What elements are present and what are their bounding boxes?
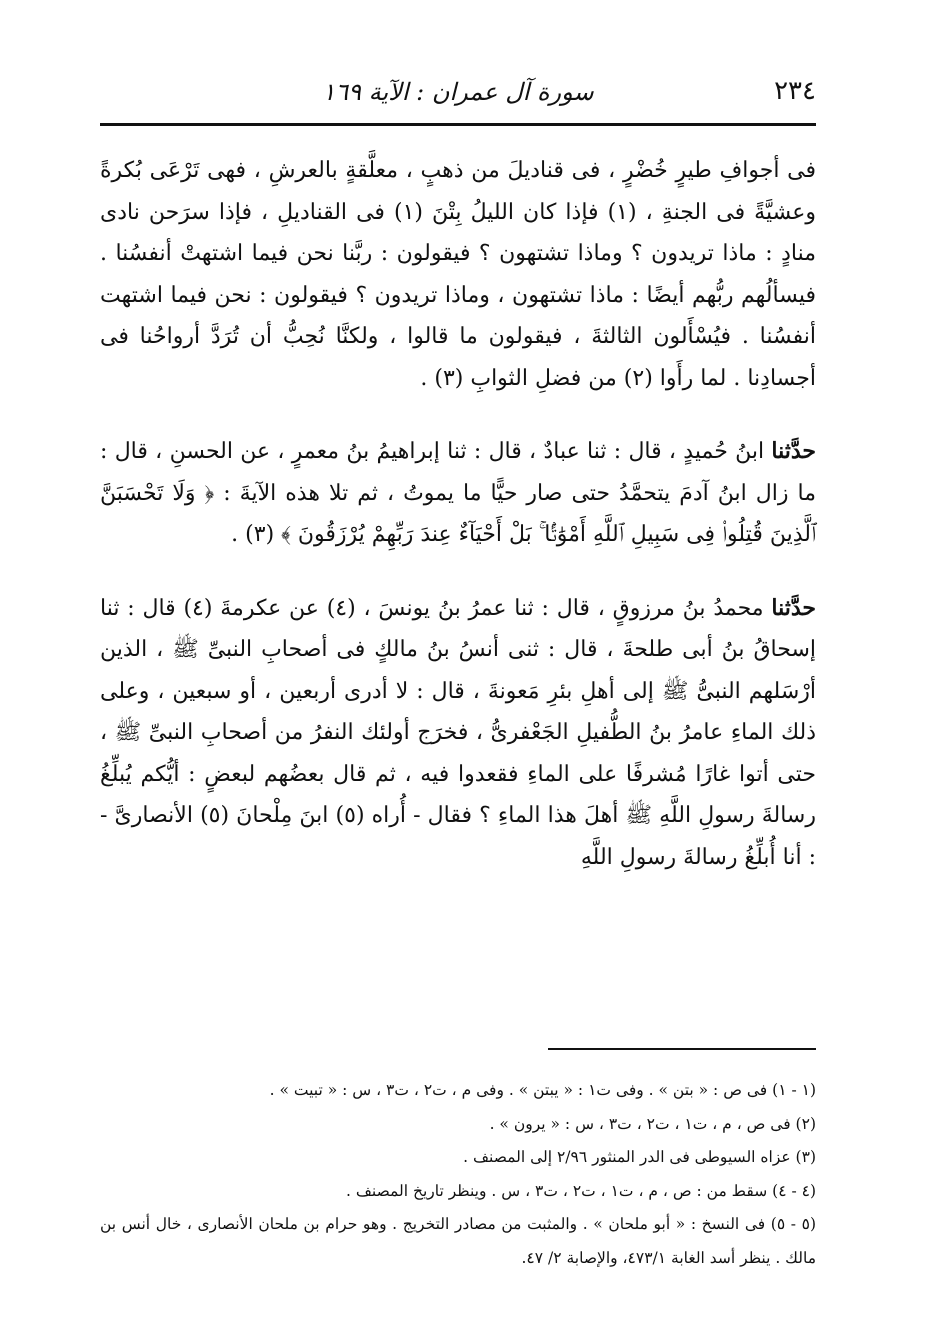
- paragraph-3: [100, 588, 816, 879]
- header-rule: [100, 123, 816, 126]
- footnote-3: (٣) عزاه السيوطى فى الدر المنثور ٢/٩٦ إلى المصنف .: [463, 1148, 816, 1166]
- footnote-2: (٢) فى ص ، م ، ت١ ، ت٢ ، ت٣ ، س : « يرون » .: [489, 1114, 816, 1133]
- page-header: [100, 60, 816, 126]
- page-number: ٢٣٤: [774, 76, 816, 106]
- main-text: [100, 150, 816, 878]
- paragraph-2: [100, 431, 816, 556]
- footnote-4: (٤ - ٤) سقط من : ص ، م ، ت١ ، ت٢ ، ت٣ ، س . وينظر تاريخ المصنف .: [346, 1181, 816, 1200]
- footnote-1: (١ - ١) فى ص : « بتن » . وفى ت١ : « يبتن » . وفى م ، ت٢ ، ت٣ ، س : « تبيت » .: [269, 1081, 816, 1099]
- footnote-5: (٥ - ٥) فى النسخ : « أبو ملحان » . والمثبت من مصادر التخريج . وهو حرام بن ملحان الأنصارى ، خال أنس بن مالك . ينظر أسد الغابة ٤٧٣/١، والإصابة ٢/ ٤٧.: [100, 1215, 817, 1267]
- paragraph-3-text: محمدُ بنُ مرزوقٍ ، قال : ثنا عمرُ بنُ يونسَ ، (٤) عن عكرمةَ (٤) قال : ثنا إسحاقُ بنُ أبى طلحةَ ، قال : ثنى أنسُ بنُ مالكٍ فى أصحابِ النبىِّ ﷺ ، الذين أرْسَلهم النبىُّ ﷺ إلى أهلِ بئرِ مَعونةَ ، قال : لا أدرى أربعين ، أو سبعين ، وعلى ذلك الماءِ عامرُ بنُ الطُّفيلِ الجَعْفرىُّ ، فخرَج أولئك النفرُ من أصحابِ النبىِّ ﷺ ، حتى أتوا غارًا مُشرفًا على الماءِ فقعدوا فيه ، ثم قال بعضُهم لبعضٍ : أيُّكم يُبلِّغُ رسالةَ رسولِ اللَّهِ ﷺ أهلَ هذا الماءِ ؟ فقال - أُراه (٥) ابنَ مِلْحانَ (٥) الأنصارىَّ - : أنا أُبلِّغُ رسالةَ رسولِ اللَّهِ: [100, 595, 816, 870]
- footnotes: [100, 1074, 816, 1275]
- footnote-rule: [548, 1048, 816, 1050]
- paragraph-2-text: ابنُ حُميدٍ ، قال : ثنا عبادٌ ، قال : ثنا إبراهيمُ بنُ معمرٍ ، عن الحسنِ ، قال : ما زال ابنُ آدمَ يتحمَّدُ حتى صار حيًّا ما يموتُ ، ثم تلا هذه الآيةَ : ﴿ وَلَا تَحْسَبَنَّ ٱلَّذِينَ قُتِلُوا۟ فِى سَبِيلِ ٱللَّهِ أَمْوَٰتًۢا ۚ بَلْ أَحْيَآءٌ عِندَ رَبِّهِمْ يُرْزَقُونَ ﴾ (٣) .: [100, 439, 816, 547]
- running-title: سورة آل عمران : الآية ١٦٩: [322, 78, 594, 106]
- isnad-lead: حدَّثنا: [771, 438, 816, 464]
- isnad-lead: حدَّثنا: [771, 594, 816, 621]
- paragraph-1: فى أجوافِ طيرٍ خُضْرٍ ، فى قناديلَ من ذهبٍ ، معلَّقةٍ بالعرشِ ، فهى تَرْعَى بُكرةً وعشيَّةً فى الجنةِ ، (١) فإذا كان الليلُ بِتْنَ (١) فى القناديلِ ، فإذا سرَحن نادى منادٍ : ماذا تريدون ؟ وماذا تشتهون ؟ فيقولون : ربَّنا نحن فيما اشتهتْ أنفسُنا . فيسألُهم ربُّهم أيضًا : ماذا تشتهون ، وماذا تريدون ؟ فيقولون : نحن فيما اشتهت أنفسُنا . فيُسْأَلون الثالثةَ ، فيقولون ما قالوا ، ولكنَّا نُحِبُّ أن تُرَدَّ أرواحُنا فى أجسادِنا . لما رأَوا (٢) من فضلِ الثوابِ (٣) .: [100, 158, 816, 391]
